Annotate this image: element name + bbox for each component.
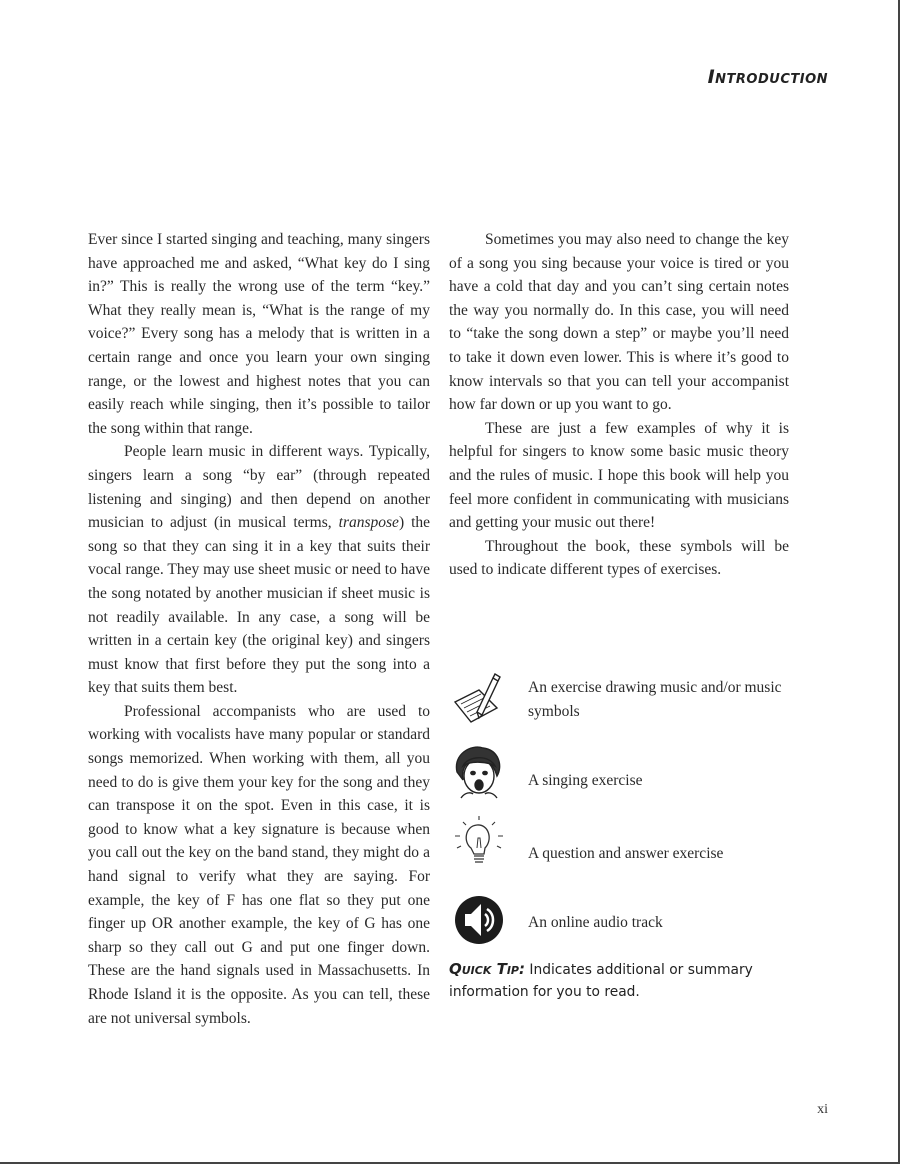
paragraph-text: ) the song so that they can sing it in a key that suits their vocal range. They may use sheet music or need to have the song notated by another musician if sheet music is not readily available. In any case, a song will be written in a certain key (the original key) and singers must know that first before they put the song into a key that suits them best.	[88, 514, 431, 697]
pencil-paper-icon	[449, 672, 509, 732]
paragraph	[88, 440, 430, 700]
lightbulb-icon	[449, 814, 509, 874]
italic-term: transpose	[338, 514, 399, 532]
page-number: xi	[817, 1102, 828, 1117]
paragraph: Ever since I started singing and teaching, many singers have approached me and asked, “What key do I sing in?” This is really the wrong use of the term “key.” What they really mean is, “What is the range of my voice?” Every song has a melody that is written in a certain range and once you learn your own singing range, or the lowest and highest notes that you can easily reach while singing, then it’s possible to tailor the song within that range.	[88, 231, 430, 437]
paragraph: Sometimes you may also need to change the key of a song you sing because your voice is tired or you have a cold that day and you can’t sing certain notes the way you normally do. In this case, you will need to “take the song down a step” or maybe you’ll need to take it down even lower. This is where it’s good to know intervals so that you can tell your accompanist how far down or up you want to go.	[449, 231, 789, 414]
right-column	[449, 228, 789, 582]
legend-item	[449, 814, 799, 874]
paragraph: These are just a few examples of why it is helpful for singers to know some basic music theory and the rules of music. I hope this book will help you feel more confident in communicating with musicians and getting your music out there!	[449, 419, 789, 532]
singer-face-icon	[449, 742, 509, 802]
legend-text: A singing exercise	[528, 772, 643, 789]
running-title: Introduction	[707, 66, 828, 88]
legend-item	[449, 742, 799, 802]
speaker-icon	[449, 888, 509, 948]
legend-text: A question and answer exercise	[528, 845, 724, 862]
paragraph: Professional accompanists who are used to working with vocalists have many popular or standard songs memorized. When working with them, all you need to do is give them your key for the song and they can transpose it on the spot. Even in this case, it is good to know what a key signature is because when you call out the key on the band stand, they might do a hand signal to verify what they are saying. For example, the key of F has one flat so they put one finger up OR another example, the key of G has one sharp so they call out G and put one finger down. These are the hand signals used in Massachusetts. In Rhode Island it is the opposite. As you can tell, these are not universal symbols.	[88, 702, 430, 1027]
legend-item	[449, 672, 799, 732]
quick-tip-text: Indicates additional or summary information for you to read.	[449, 962, 753, 1000]
legend-text: An exercise drawing music and/or music symbols	[528, 679, 782, 720]
paragraph-text: People learn music in different ways. Typically, singers learn a song “by ear” (through repeated listening and singing) and then depend on another musician to adjust (in musical terms,	[88, 443, 430, 532]
legend-item	[449, 888, 799, 948]
left-column	[88, 228, 430, 1030]
quick-tip	[449, 958, 779, 1003]
paragraph: Throughout the book, these symbols will be used to indicate different types of exercises.	[449, 537, 789, 579]
legend-text: An online audio track	[528, 914, 663, 931]
quick-tip-label: Quick Tip:	[449, 960, 525, 978]
